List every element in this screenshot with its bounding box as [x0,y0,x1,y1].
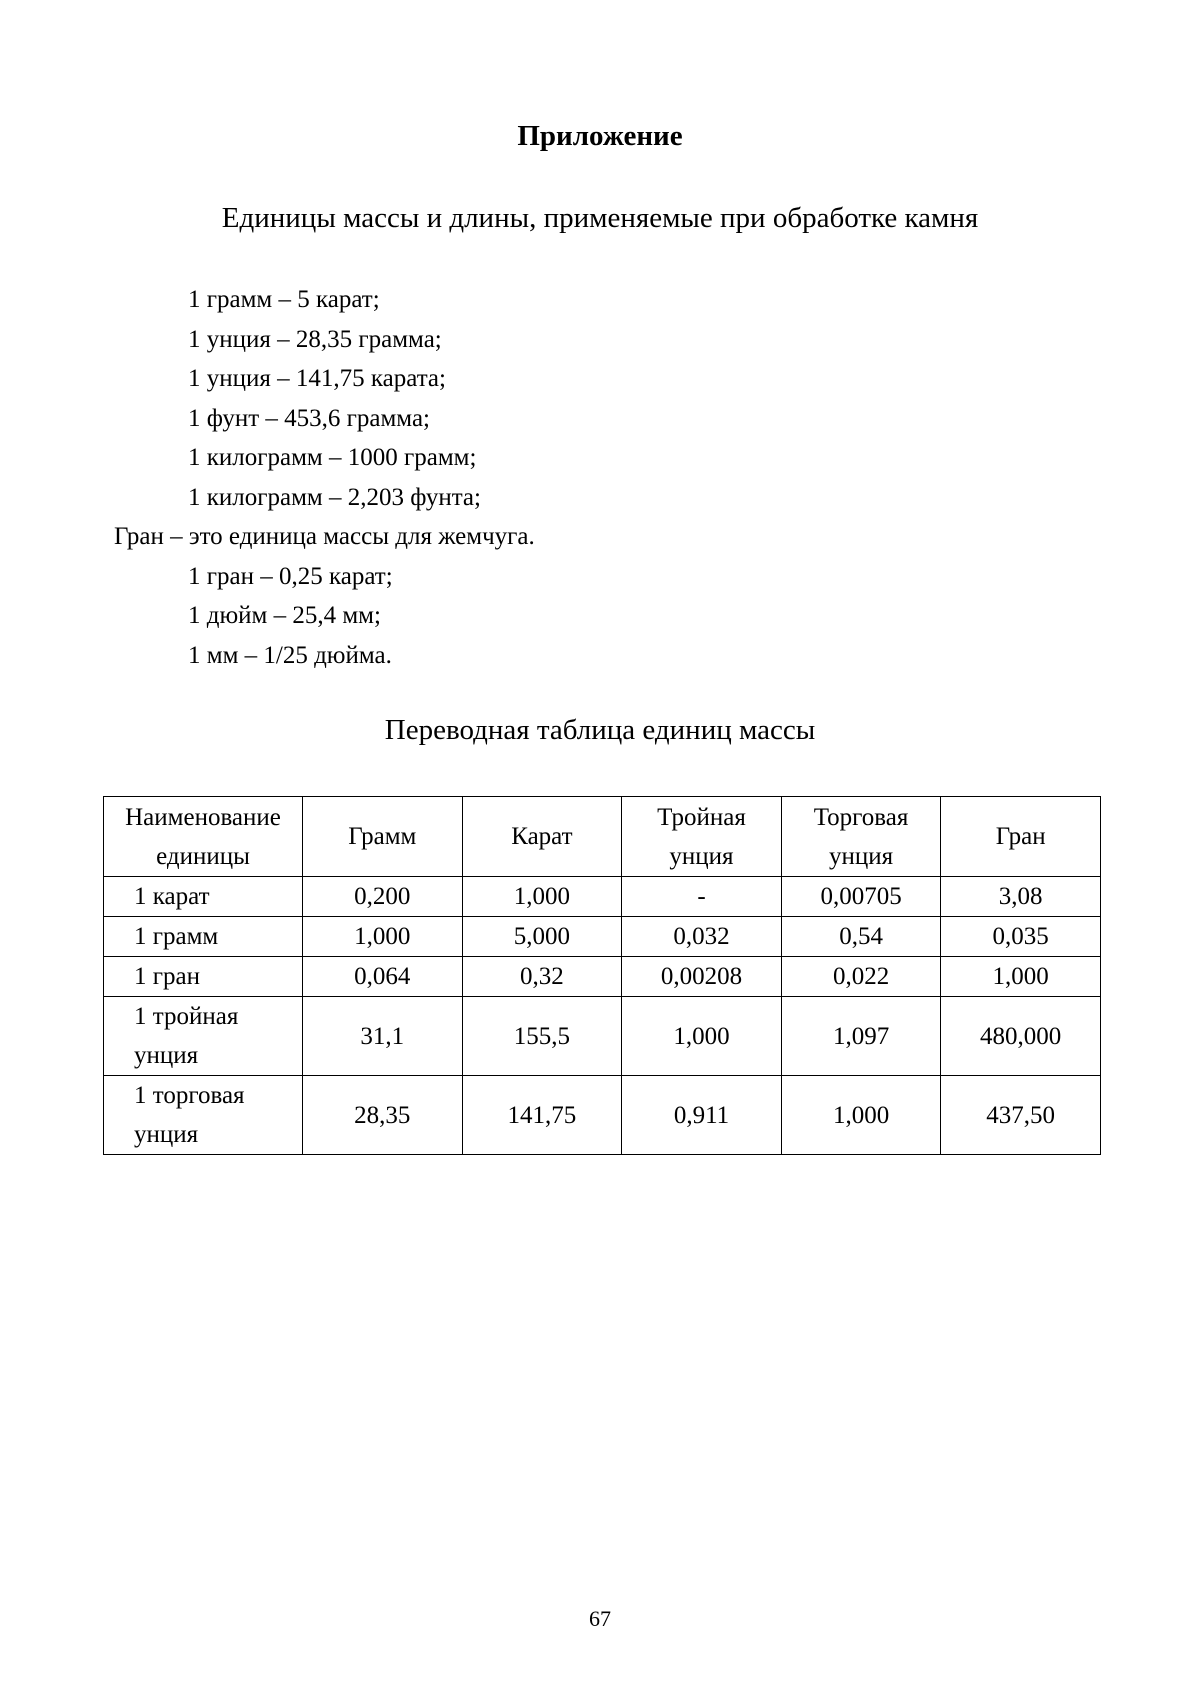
table-row-label: 1 грамм [104,917,303,957]
table-cell: 28,35 [303,1076,463,1155]
table-cell: 480,000 [941,997,1101,1076]
table-cell: 1,000 [941,957,1101,997]
table-cell: 1,097 [781,997,941,1076]
table-row-label: 1 торговая унция [104,1076,303,1155]
table-row [104,877,1101,917]
list-item: 1 килограмм – 2,203 фунта; [188,483,481,511]
table-title: Переводная таблица единиц массы [384,714,816,746]
page-title: Приложение [517,120,683,152]
table-cell: 3,08 [941,877,1101,917]
table-row [104,917,1101,957]
table-cell: 5,000 [462,917,622,957]
table-header-cell: Наименование единицы [104,797,303,877]
table-header-row [104,797,1101,877]
table-cell: 0,911 [622,1076,782,1155]
table-cell: 141,75 [462,1076,622,1155]
table-cell: 0,54 [781,917,941,957]
table-header-cell: Торговая унция [781,797,941,877]
table-cell: 0,00705 [781,877,941,917]
table-cell: 0,200 [303,877,463,917]
table-header-cell: Тройная унция [622,797,782,877]
table-cell: 0,00208 [622,957,782,997]
table-row [104,997,1101,1076]
list-item: 1 унция – 141,75 карата; [188,365,446,392]
table-cell: 0,064 [303,957,463,997]
table-cell: 0,022 [781,957,941,997]
table-cell: - [622,877,782,917]
list-item: 1 мм – 1/25 дюйма. [188,641,392,669]
table-cell: 437,50 [941,1076,1101,1155]
table-cell: 31,1 [303,997,463,1076]
units-section-title: Единицы массы и длины, применяемые при обработке камня [221,202,979,234]
list-item: 1 гран – 0,25 карат; [188,562,393,590]
table-header-cell: Грамм [303,797,463,877]
table-row-label: 1 гран [104,957,303,997]
table-cell: 1,000 [622,997,782,1076]
table-row-label: 1 карат [104,877,303,917]
table-row [104,957,1101,997]
page-number: 67 [589,1606,611,1631]
list-item: 1 грамм – 5 карат; [188,286,380,313]
table-header-cell: Гран [941,797,1101,877]
table-cell: 0,32 [462,957,622,997]
units-list [0,280,1200,675]
table-cell: 1,000 [462,877,622,917]
table-cell: 1,000 [303,917,463,957]
list-item: 1 дюйм – 25,4 мм; [188,602,381,629]
table-row-label: 1 тройная унция [104,997,303,1076]
list-item: 1 фунт – 453,6 грамма; [188,404,430,432]
table-cell: 155,5 [462,997,622,1076]
table-row [104,1076,1101,1155]
list-item: 1 унция – 28,35 грамма; [188,325,442,353]
list-item: 1 килограмм – 1000 грамм; [188,444,477,471]
conversion-table [103,796,1101,1155]
table-cell: 0,032 [622,917,782,957]
list-item: Гран – это единица массы для жемчуга. [114,523,535,550]
table-cell: 1,000 [781,1076,941,1155]
table-header-cell: Карат [462,797,622,877]
table-cell: 0,035 [941,917,1101,957]
